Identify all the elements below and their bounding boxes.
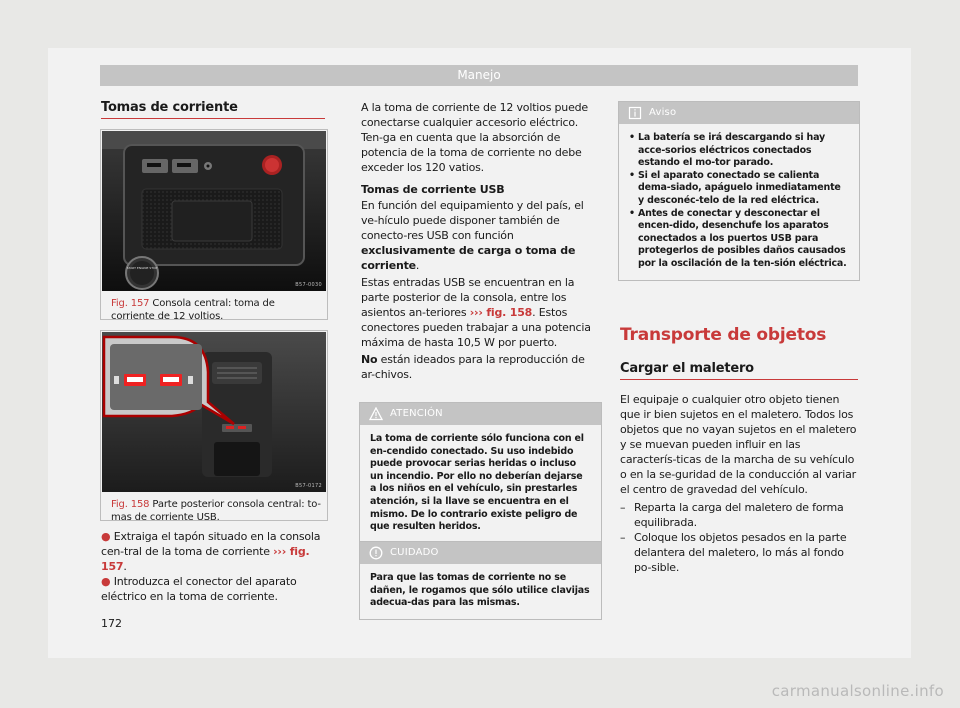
caution-text: Para que las tomas de corriente no se dañen, le rogamos que sólo utilice clavijas adecua-das para las mismas. [370, 572, 590, 609]
bullet-icon: ● [101, 575, 111, 588]
figure-link[interactable]: ››› fig. 158 [469, 306, 533, 319]
usb-ports-photo [102, 332, 326, 492]
usb-paragraph-1: En función del equipamiento y del país, el ve-hículo puede disponer también de conecto-res USB con función exclusivamente de carga o toma de corriente. [361, 199, 584, 272]
start-button-label: START ENGINE STOP [126, 266, 158, 270]
caution-box-header [360, 542, 601, 564]
list-item: – Reparta la carga del maletero de forma equilibrada. [620, 500, 858, 530]
note-title: Aviso [649, 107, 677, 118]
console-photo [102, 131, 326, 291]
caution-title: CUIDADO [390, 547, 439, 558]
caption-text: Parte posterior consola central: to-mas de corriente USB. [111, 499, 321, 523]
list-item: • Antes de conectar y desconectar el encen-dido, desenchufe los aparatos conectados a los puertos USB para protegerlos de posibles daños causados por la oscilación de la ten-sión eléctrica. [629, 208, 849, 271]
chapter-title: Transporte de objetos [620, 325, 827, 345]
warning-triangle-icon [369, 407, 383, 421]
section-title: Tomas de corriente [101, 100, 325, 119]
list-item: ● Introduzca el conector del aparato eléctrico en la toma de corriente. [101, 575, 297, 603]
caution-box [359, 541, 602, 620]
chapter-header: Manejo [100, 65, 858, 86]
transport-intro: El equipaje o cualquier otro objeto tienen que ir bien sujetos en el maletero. Todos los objetos que no vayan sujetos en el maletero y se muevan pueden influir en las caracterís-ticas de la marcha de su vehículo o en la se-guridad de la conducción al variar el centro de gravedad del vehículo. [620, 393, 857, 496]
warning-box [359, 402, 602, 544]
list-item: – Coloque los objetos pesados en la parte delantera del maletero, lo más al fondo po-sible. [620, 530, 858, 575]
figure-code: B57-0172 [295, 483, 322, 489]
usb-paragraph-3: No están ideados para la reproducción de ar-chivos. [361, 353, 585, 381]
warning-text: La toma de corriente sólo funciona con el en-cendido conectado. Su uso indebido puede provocar serias heridas o incluso un incendio. Por ello no deberían dejarse a los niños en el vehículo, sin prestarles atención, si la llave se encuentra en el mismo. De lo contrario existe peligro de que resulten heridos. [370, 433, 584, 533]
figure-157 [100, 129, 328, 320]
section-subtitle: Cargar el maletero [620, 361, 858, 380]
figure-number: Fig. 157 [111, 298, 150, 309]
caption-text: Consola central: toma de corriente de 12 voltios. [111, 298, 275, 322]
note-box-header [619, 102, 859, 124]
usb-paragraph-2: Estas entradas USB se encuentran en la parte posterior de la consola, entre los asientos an-teriores ››› fig. 158. Estos conectores pueden trabajar a una potencia máxima de hasta 10,5 W por puerto. [361, 276, 591, 349]
left-bullet-list [101, 529, 327, 604]
page-number: 172 [101, 617, 122, 630]
figure-158 [100, 330, 328, 521]
info-icon [628, 106, 642, 120]
intro-paragraph: A la toma de corriente de 12 voltios puede conectarse cualquier accesorio eléctrico. Ten-ga en cuenta que la absorción de potencia de la toma de corriente no debe exceder los 120 vatios. [361, 101, 588, 174]
figure-number: Fig. 158 [111, 499, 150, 510]
note-box [618, 101, 860, 281]
watermark: carmanualsonline.info [771, 682, 944, 700]
list-item: ● Extraiga el tapón situado en la consola cen-tral de la toma de corriente ››› fig. 157. [101, 530, 321, 573]
bullet-icon: ● [101, 530, 111, 543]
figure-caption [111, 297, 321, 323]
middle-column [361, 100, 601, 382]
transport-text [620, 392, 858, 575]
warning-title: ATENCIÓN [390, 408, 443, 419]
note-body [619, 124, 859, 280]
warning-box-header [360, 403, 601, 425]
figure-code: B57-0030 [295, 282, 322, 288]
list-item: • Si el aparato conectado se calienta dema-siado, apáguelo inmediatamente y desconéc-telo de la red eléctrica. [629, 170, 849, 208]
usb-heading: Tomas de corriente USB [361, 183, 505, 196]
figure-link[interactable]: ››› fig. 157 [101, 545, 310, 573]
figure-caption [111, 498, 321, 524]
caution-circle-icon [369, 546, 383, 560]
list-item: • La batería se irá descargando si hay acce-sorios eléctricos conectados estando el mo-tor parado. [629, 132, 849, 170]
